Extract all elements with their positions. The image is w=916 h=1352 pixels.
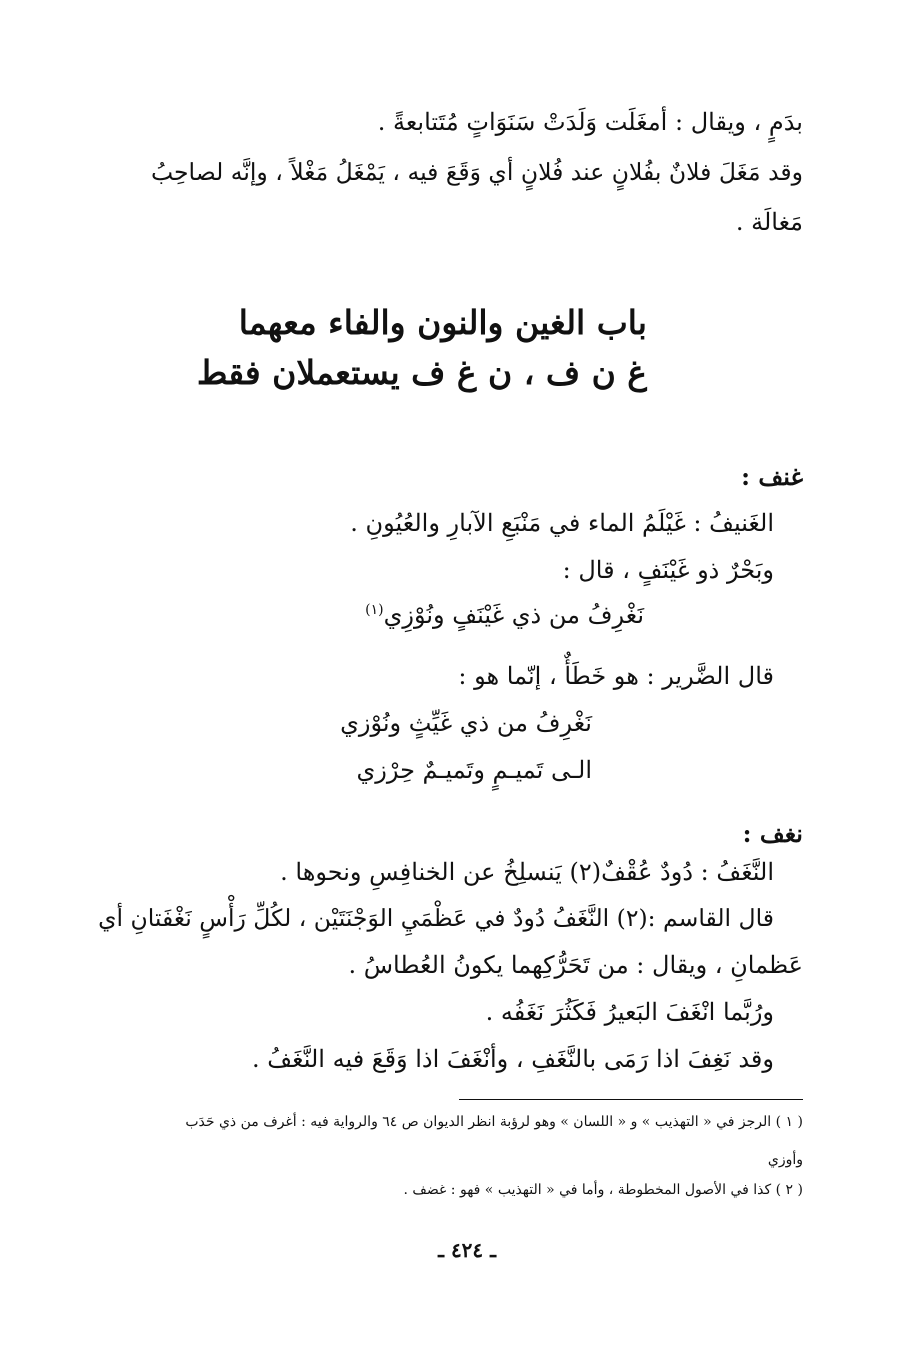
verse-line (365, 590, 644, 635)
footnote-2: ( ٢ ) كذا في الأصول المخطوطة ، وأما في « التهذيب » فهو : غضف . (403, 1182, 803, 1198)
footnote-ref: (١) (365, 602, 384, 618)
text-line: قال القاسم :(٢) النَّغَفُ دُودٌ في عَظْمَيِ الوَجْنَتَيْن ، لكُلِّ رَأْسٍ نَغْفَتانِ أي (98, 904, 774, 932)
text-line: قال الضَّرير : هو خَطَأٌ ، إنّما هو : (458, 662, 774, 690)
verse-text: نَغْرِفُ من ذي غَيْنَفٍ ونُوْزِي (383, 601, 644, 629)
text-line: النَّغَفُ : دُودٌ عُقْفٌ(٢) يَنسلِخُ عن الخنافِسِ ونحوها . (280, 858, 774, 886)
footnote-1: ( ١ ) الرجز في « التهذيب » و « اللسان » وهو لرؤبة انظر الديوان ص ٦٤ والرواية فيه : أغرف من ذي حَدَب (185, 1114, 803, 1130)
text-line: بدَمٍ ، ويقال : أمغَلَت وَلَدَتْ سَنَوَاتٍ مُتَتابعةً . (377, 108, 803, 136)
text-line: وقد نَغِفَ اذا رَمَى بالنَّغَفِ ، وأنْغَفَ اذا وَقَعَ فيه النَّغَفُ . (252, 1045, 774, 1073)
text-line: وقد مَغَلَ فلانٌ بفُلانٍ عند فُلانٍ أي وَقَعَ فيه ، يَمْغَلُ مَغْلاً ، وإنَّه لصاحِبُ (150, 158, 803, 186)
text-line: الغَنيفُ : غَيْلَمُ الماء في مَنْبَعِ الآبارِ والعُيُونِ . (350, 509, 774, 537)
chapter-subtitle: غ ن ف ، ن غ ف يستعملان فقط (196, 353, 647, 392)
footnote-divider (459, 1099, 803, 1100)
text-line: وبَحْرٌ ذو غَيْنَفٍ ، قال : (562, 556, 774, 584)
text-line: عَظمانِ ، ويقال : من تَحَرُّكِهما يكونُ العُطاسُ . (348, 951, 803, 979)
verse-line: الـى تَميـمٍ وتَميـمٌ حِرْزي (356, 756, 592, 784)
chapter-title: باب الغين والنون والفاء معهما (238, 303, 647, 342)
text-line: ورُبَّما انْغَفَ البَعيرُ فَكَثُرَ نَغَفُه . (485, 998, 774, 1026)
text-line: مَغالَة . (735, 208, 803, 236)
entry-label-nghf: نغف : (742, 819, 803, 848)
verse-line: نَغْرِفُ من ذي غَيِّثٍ ونُوْزي (340, 709, 592, 737)
entry-label-ghnf: غنف : (741, 462, 803, 491)
page-number: ـ ٤٢٤ ـ (438, 1238, 496, 1262)
footnote-1-continuation: وأوزي (767, 1152, 803, 1168)
